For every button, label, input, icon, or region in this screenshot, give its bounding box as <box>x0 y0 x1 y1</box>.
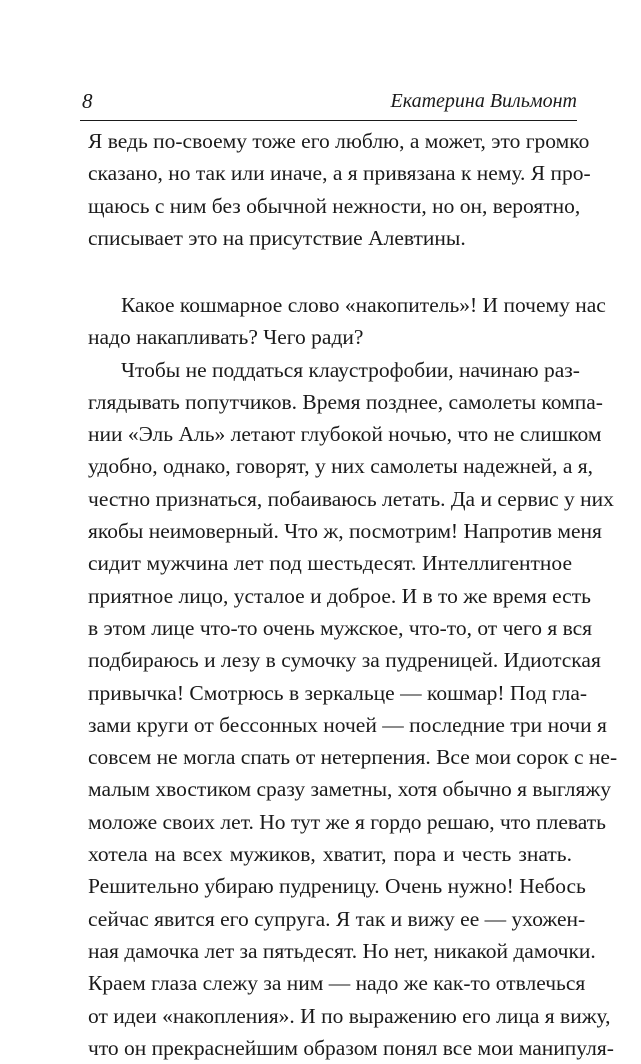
text-line: подбираюсь и лезу в сумочку за пудреницей. Идиотская <box>88 648 601 673</box>
text-line: совсем не могла спать от нетерпения. Все мои сорок с не- <box>88 745 618 770</box>
page-number: 8 <box>82 89 93 113</box>
text-line: щаюсь с ним без обычной нежности, но он, вероятно, <box>88 193 581 218</box>
header-rule <box>80 120 577 121</box>
text-line: зами круги от бессонных ночей — последние три ночи я <box>88 712 607 737</box>
text-line: честно признаться, побаиваюсь летать. Да и сервис у них <box>88 486 614 511</box>
text-line: якобы неимоверный. Что ж, посмотрим! Напротив меня <box>88 519 602 544</box>
text-line: малым хвостиком сразу заметны, хотя обычно я выгляжу <box>88 777 611 802</box>
paragraph-continuation <box>88 125 591 254</box>
text-line: моложе своих лет. Но тут же я гордо решаю, что плевать <box>88 809 606 834</box>
text-line: Решительно убираю пудреницу. Очень нужно! Небось <box>88 874 586 899</box>
text-line: от идеи «накопления». И по выражению его лица я вижу, <box>88 1003 611 1028</box>
text-line: Я ведь по-своему тоже его люблю, а может, это громко <box>88 129 590 153</box>
text-line: привычка! Смотрюсь в зеркальце — кошмар! Под гла- <box>88 680 588 705</box>
text-line: сказано, но так или иначе, а я привязана к нему. Я про- <box>88 161 591 186</box>
running-head-author: Екатерина Вильмонт <box>390 90 577 112</box>
text-line: в этом лице что-то очень мужское, что-то, от чего я вся <box>88 615 593 640</box>
text-line: что он прекраснейшим образом понял все мои манипуля- <box>88 1035 614 1060</box>
text-line: списывает это на присутствие Алевтины. <box>88 225 466 250</box>
text-line: нии «Эль Аль» летают глубокой ночью, что не слишком <box>88 422 602 447</box>
body-text <box>88 289 618 1064</box>
text-line: приятное лицо, усталое и доброе. И в то же время есть <box>88 583 591 608</box>
page-header <box>80 86 577 116</box>
text-line: глядывать попутчиков. Время позднее, самолеты компа- <box>88 389 603 414</box>
text-line: хотела на всех мужиков, хватит, пора и честь знать. <box>88 842 572 867</box>
text-line: Краем глаза слежу за ним — надо же как-то отвлечься <box>88 971 586 996</box>
text-line: Какое кошмарное слово «накопитель»! И почему нас <box>121 293 606 317</box>
text-line: удобно, однако, говорят, у них самолеты надежней, а я, <box>88 454 593 479</box>
text-line: сейчас явится его супруга. Я так и вижу ее — ухожен- <box>88 906 586 931</box>
text-line: ная дамочка лет за пятьдесят. Но нет, никакой дамочки. <box>88 938 596 963</box>
text-line: сидит мужчина лет под шестьдесят. Интеллигентное <box>88 551 572 576</box>
text-line: надо накапливать? Чего ради? <box>88 325 364 350</box>
text-line: Чтобы не поддаться клаустрофобии, начинаю раз- <box>121 357 580 382</box>
